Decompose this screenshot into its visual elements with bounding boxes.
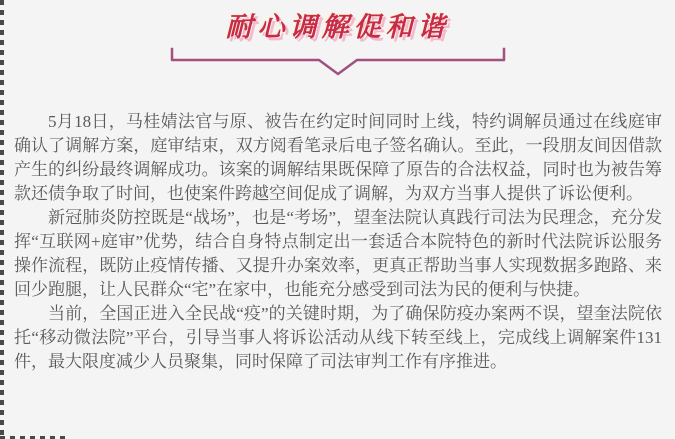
paragraph: 新冠肺炎防控既是“战场”，也是“考场”，望奎法院认真践行司法为民理念，充分发挥“互联网+庭审”优势，结合自身特点制定出一套适合本院特色的新时代法院诉讼服务操作流程，既防止疫情传播、又提升办案效率，更真正帮助当事人实现数据多跑路、来回少跑腿，让人民群众“宅”在家中，也能充分感受到司法为民的便利与快捷。 (14, 208, 662, 299)
page-title: 耐心调解促和谐 (225, 12, 450, 42)
brace-pointer-down-icon (170, 46, 506, 76)
article-header (0, 0, 675, 76)
left-dashed-border (0, 0, 4, 439)
article-body (14, 110, 662, 374)
paragraph: 5月18日，马桂婧法官与原、被告在约定时间同时上线，特约调解员通过在线庭审确认了调解方案，庭审结束，双方阅看笔录后电子签名确认。至此，一段朋友间因借款产生的纠纷最终调解成功。该案的调解结果既保障了原告的合法权益，同时也为被告筹款还债争取了时间，也使案件跨越空间促成了调解，为双方当事人提供了诉讼便利。 (14, 112, 662, 203)
paragraph: 当前，全国正进入全民战“疫”的关键时期，为了确保防疫办案两不误，望奎法院依托“移动微法院”平台，引导当事人将诉讼活动从线下转至线上，完成线上调解案件131件，最大限度减少人员聚集，同时保障了司法审判工作有序推进。 (14, 304, 662, 371)
